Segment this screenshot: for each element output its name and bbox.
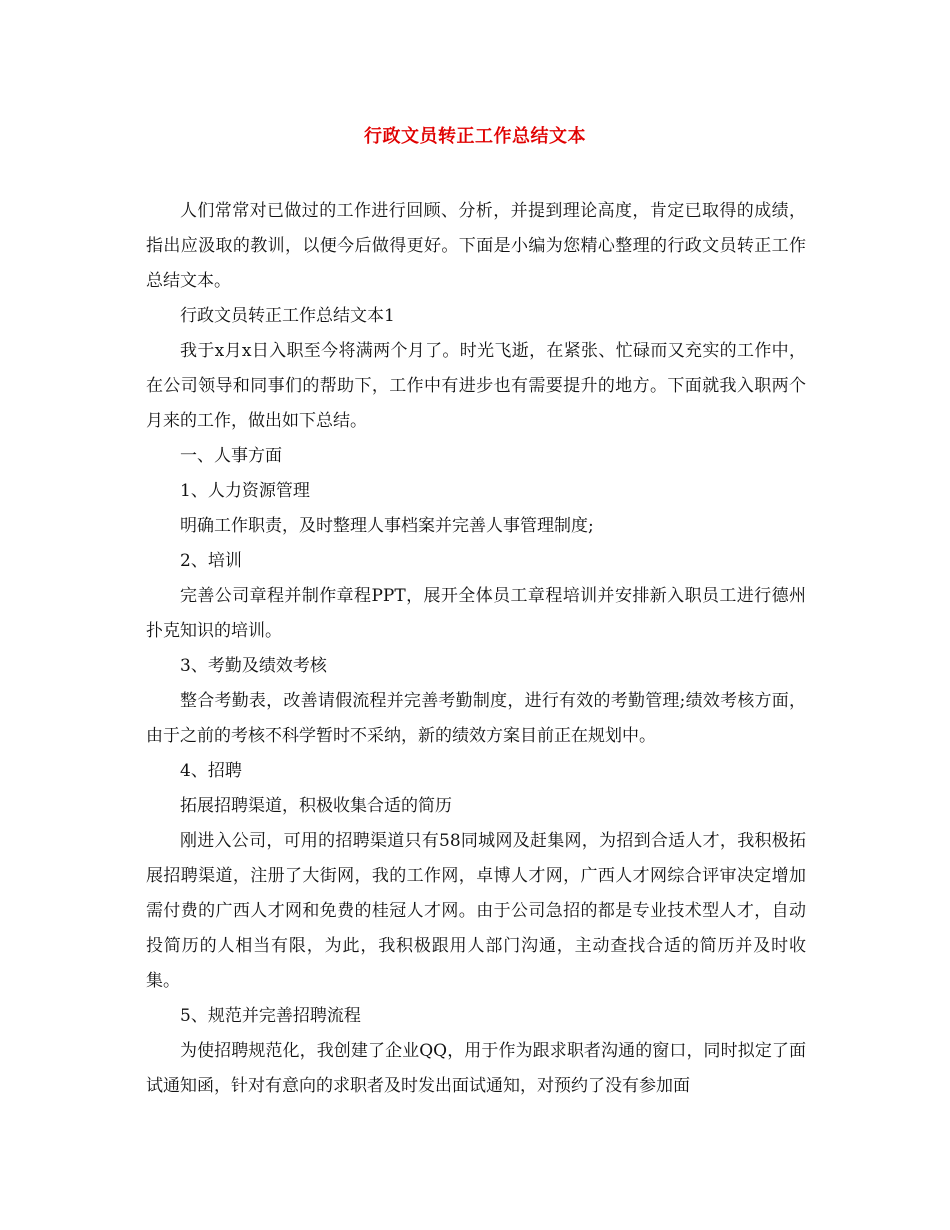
item-heading-recruitment: 4、招聘 — [180, 761, 242, 781]
paragraph-recruitment-channels: 拓展招聘渠道，积极收集合适的简历 — [180, 796, 452, 816]
paragraph-training: 完善公司章程并制作章程PPT，展开全体员工章程培训并安排新入职员工进行德州扑克知识的培训。 — [146, 586, 806, 641]
paragraph-opening: 我于x月x日入职至今将满两个月了。时光飞逝，在紧张、忙碌而又充实的工作中，在公司领导和同事们的帮助下，工作中有进步也有需要提升的地方。下面就我入职两个月来的工作，做出如下总结。 — [146, 341, 806, 431]
paragraph-attendance: 整合考勤表，改善请假流程并完善考勤制度，进行有效的考勤管理;绩效考核方面，由于之前的考核不科学暂时不采纳，新的绩效方案目前正在规划中。 — [146, 691, 806, 746]
item-heading-recruitment-process: 5、规范并完善招聘流程 — [180, 1006, 361, 1026]
paragraph-recruitment-details: 刚进入公司，可用的招聘渠道只有58同城网及赶集网，为招到合适人才，我积极拓展招聘渠道，注册了大街网，我的工作网，卓博人才网，广西人才网综合评审决定增加需付费的广西人才网和免费的桂冠人才网。由于公司急招的都是专业技术型人才，自动投简历的人相当有限，为此，我积极跟用人部门沟通，主动查找合适的简历并及时收集。 — [146, 831, 806, 991]
paragraph-hr-management: 明确工作职责，及时整理人事档案并完善人事管理制度; — [180, 516, 594, 536]
item-heading-training: 2、培训 — [180, 551, 242, 571]
item-heading-attendance: 3、考勤及绩效考核 — [180, 656, 327, 676]
document-title: 行政文员转正工作总结文本 — [364, 126, 586, 147]
paragraph-recruitment-process: 为使招聘规范化，我创建了企业QQ，用于作为跟求职者沟通的窗口，同时拟定了面试通知函，针对有意向的求职者及时发出面试通知，对预约了没有参加面 — [146, 1041, 806, 1096]
section-heading-personnel: 一、人事方面 — [180, 446, 282, 466]
item-heading-hr-management: 1、人力资源管理 — [180, 481, 310, 501]
paragraph-subtitle: 行政文员转正工作总结文本1 — [180, 306, 395, 326]
paragraph-intro: 人们常常对已做过的工作进行回顾、分析，并提到理论高度，肯定已取得的成绩，指出应汲取的教训，以便今后做得更好。下面是小编为您精心整理的行政文员转正工作总结文本。 — [146, 201, 806, 291]
document-body — [146, 194, 806, 1104]
